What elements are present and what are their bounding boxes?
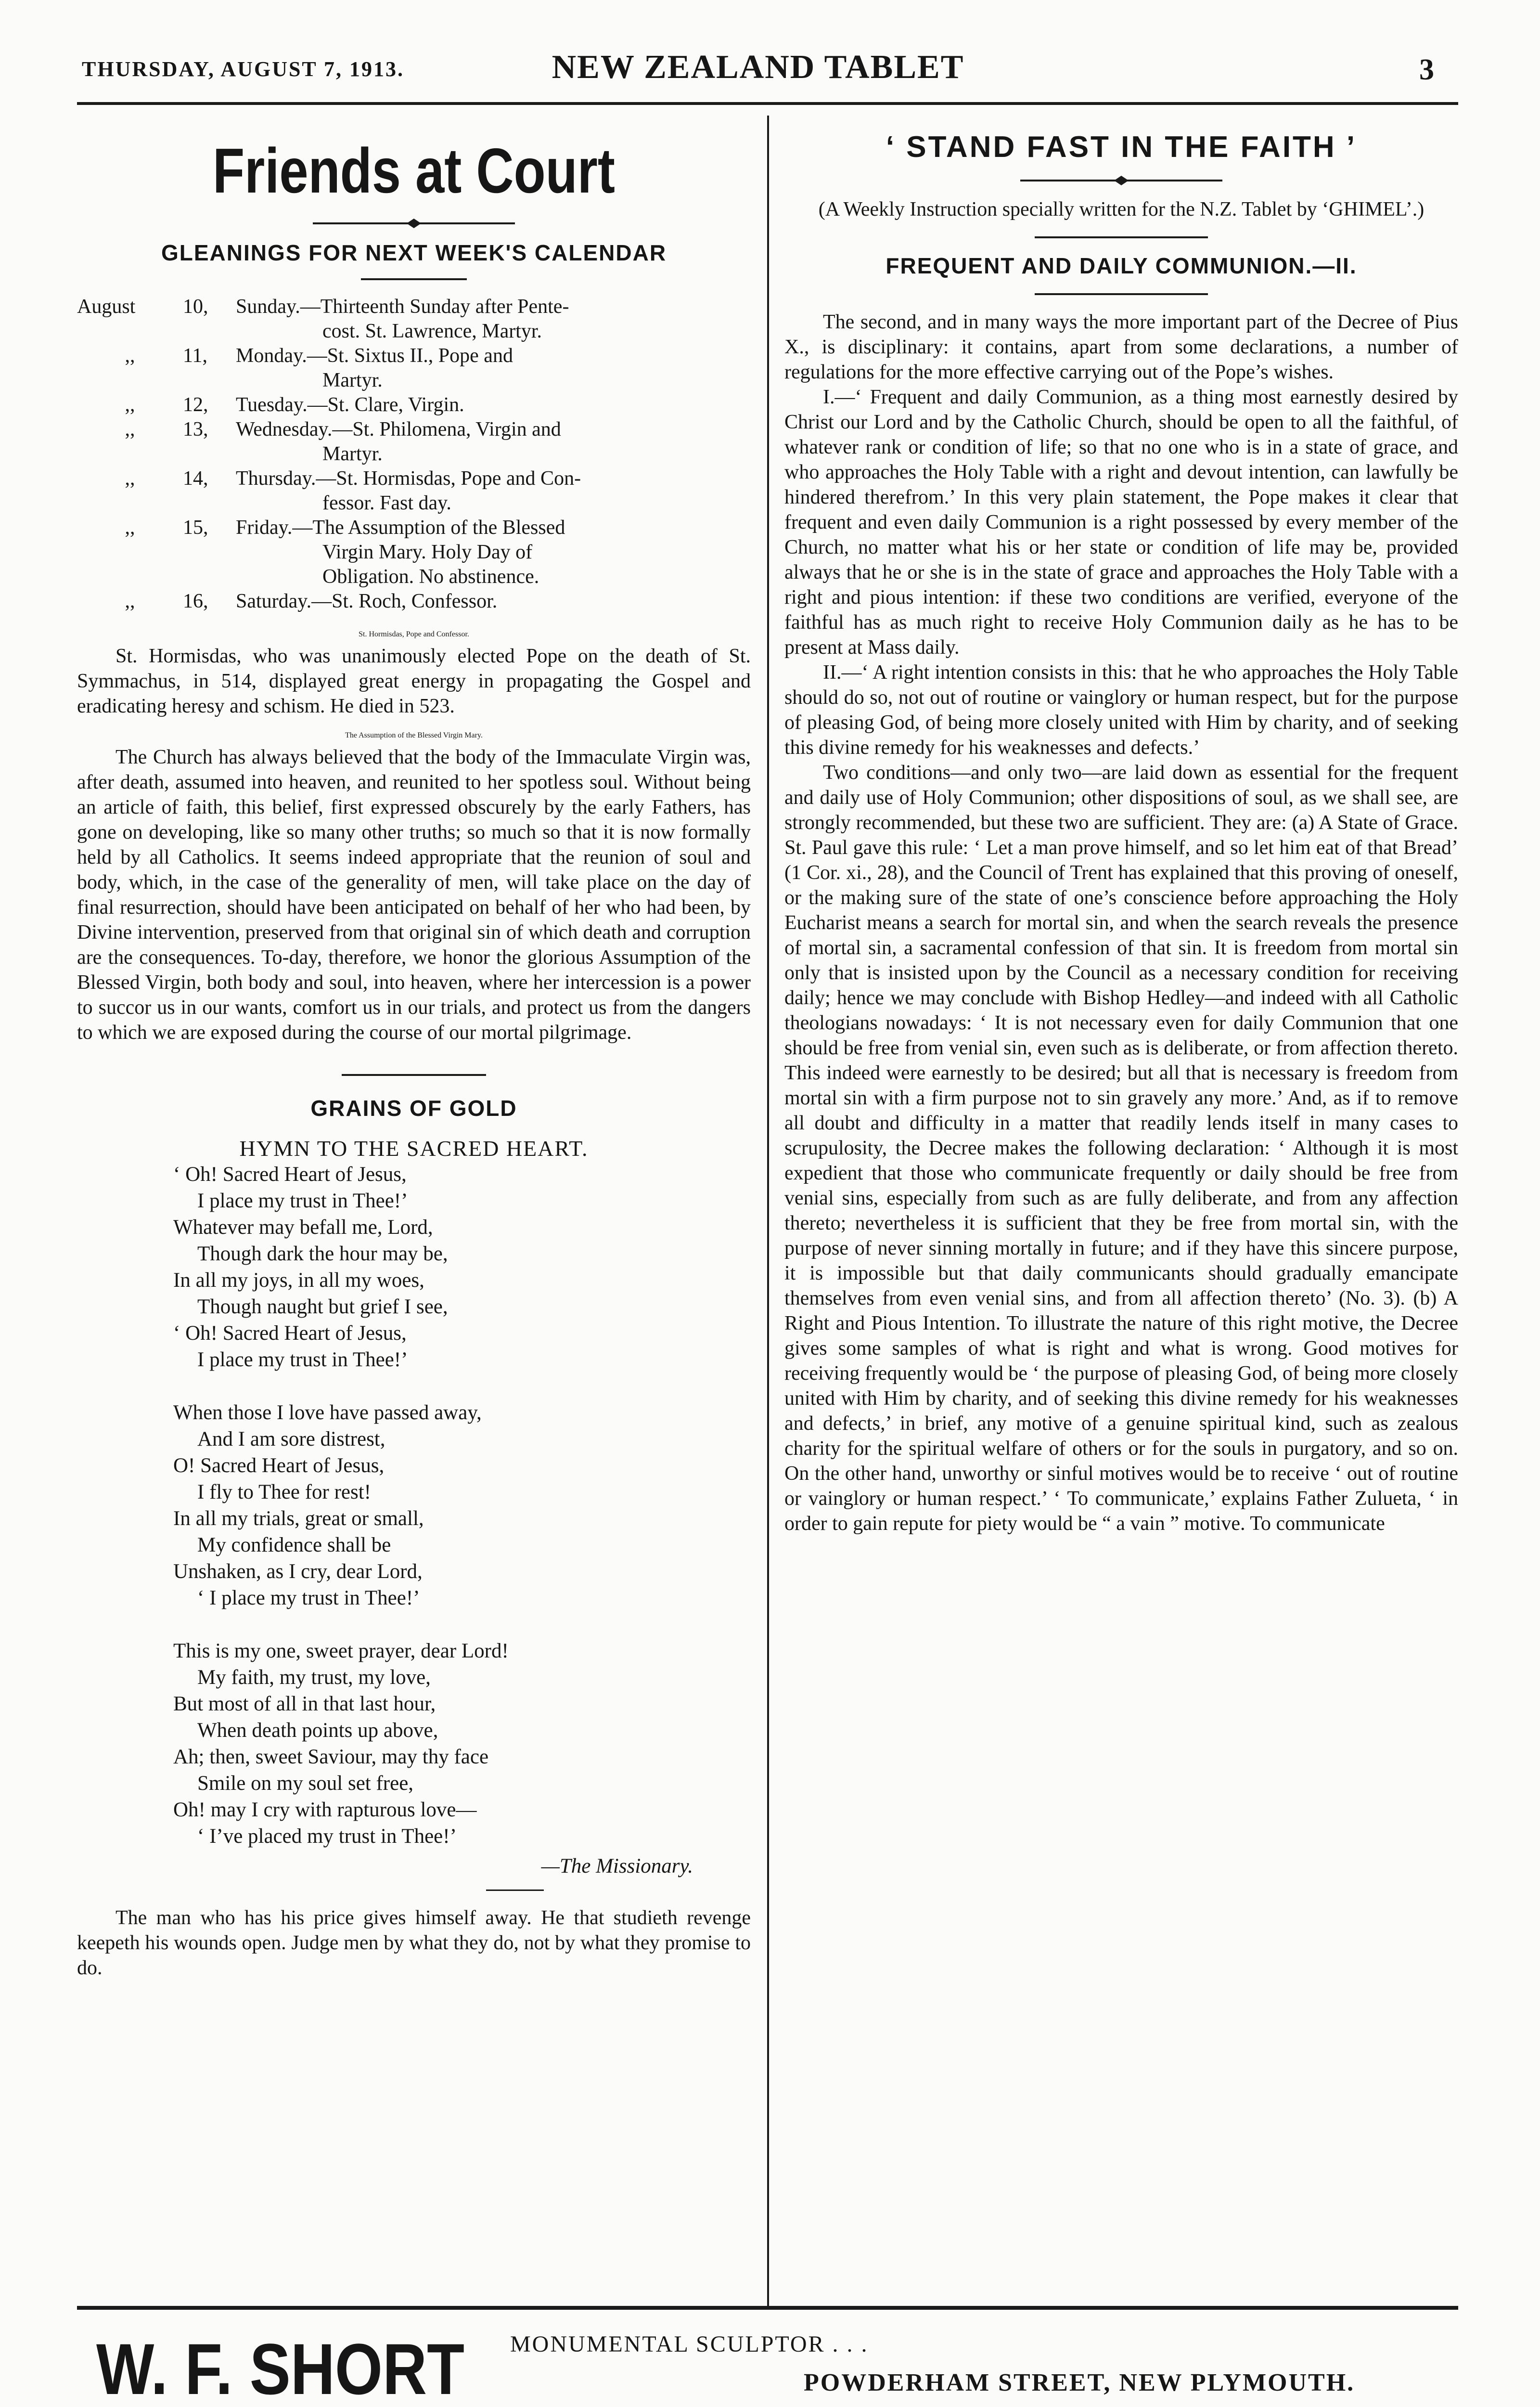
- hymn-poem: [173, 1161, 751, 1850]
- section-title-friends-at-court: Friends at Court: [213, 135, 615, 206]
- issue-date: THURSDAY, AUGUST 7, 1913.: [82, 57, 404, 81]
- ornament-rule: [313, 218, 515, 229]
- instruction-intro: (A Weekly Instruction specially written for the N.Z. Tablet by ‘GHIMEL’.): [818, 198, 1424, 220]
- calendar-entry: ,, 11, Monday.—St. Sixtus II., Pope and Martyr.: [125, 345, 513, 391]
- short-rule: [342, 1074, 486, 1076]
- hymn-title: HYMN TO THE SACRED HEART.: [239, 1136, 589, 1161]
- calendar-entry: ,, 12, Tuesday.—St. Clare, Virgin.: [125, 394, 464, 416]
- poem-attribution: —The Missionary.: [541, 1855, 693, 1877]
- stanza: This is my one, sweet prayer, dear Lord! My faith, my trust, my love, But most of all in that last hour, When death points up above, Ah; then, sweet Saviour, may thy face Smile on my soul set free, Oh! may I cry with rapturous love— ‘ I’ve placed my trust in Thee!’: [173, 1640, 509, 1848]
- calendar-heading: GLEANINGS FOR NEXT WEEK'S CALENDAR: [161, 240, 667, 265]
- advertiser-name: W. F. SHORT: [96, 2329, 464, 2407]
- calendar-entry: ,, 15, Friday.—The Assumption of the Blessed Virgin Mary. Holy Day of Obligation. No abstinence.: [125, 517, 565, 588]
- ornament-rule: [1020, 175, 1222, 186]
- newspaper-title: NEW ZEALAND TABLET: [552, 49, 964, 86]
- maxims: The man who has his price gives himself away. He that studieth revenge keepeth his wounds open. Judge men by what they do, not by what they promise to do.: [77, 1907, 751, 1979]
- article-heading: FREQUENT AND DAILY COMMUNION.—II.: [886, 253, 1357, 278]
- subheading-hormisdas: St. Hormisdas, Pope and Confessor.: [359, 630, 469, 638]
- paragraph: II.—‘ A right intention consists in this: that he who approaches the Holy Table should do so, not out of routine or vainglory or human respect, but for the purpose of pleasing God, of being more closely united with Him by charity, and of seeking this divine remedy for his weaknesses and defects.’: [784, 661, 1458, 759]
- calendar-entry: ,, 14, Thursday.—St. Hormisdas, Pope and Con- fessor. Fast day.: [125, 467, 581, 514]
- calendar-entry: ,, 16, Saturday.—St. Roch, Confessor.: [125, 590, 498, 612]
- section-title-stand-fast: ‘ STAND FAST IN THE FAITH ’: [886, 130, 1357, 164]
- paragraph-hormisdas: St. Hormisdas, who was unanimously elected Pope on the death of St. Symmachus, in 514, displayed great energy in propagating the Gospel and eradicating heresy and schism. He died in 523.: [77, 645, 751, 717]
- short-rule: [361, 278, 467, 280]
- page-number: 3: [1419, 53, 1434, 86]
- masthead: [82, 48, 1434, 96]
- paragraph: The second, and in many ways the more important part of the Decree of Pius X., is disciplinary: it contains, apart from some declarations, a number of regulations for the more effective carrying out of the Pope’s wishes.: [784, 311, 1458, 383]
- short-rule: [1035, 293, 1208, 295]
- paragraph: Two conditions—and only two—are laid down as essential for the frequent and daily use of Holy Communion; other dispositions of soul, as we shall see, are strongly recommended, but these two are sufficient. They are: (a) A State of Grace. St. Paul gave this rule: ‘ Let a man prove himself, and so let him eat of that Bread’ (1 Cor. xi., 28), and the Council of Trent has explained that this proving of oneself, or the making sure of the state of one’s conscience before approaching the Holy Eucharist means a search for mortal sin, and when the search reveals the presence of mortal sin, a sacramental confession of that sin. It is freedom from mortal sin only that is insisted upon by the Council as a necessary condition for receiving daily; hence we may conclude with Bishop Hedley—and indeed with all Catholic theologians nowadays: ‘ It is not necessary even for daily Communion that one should be free from venial sin, even such as is deliberate, or from affection thereto. This indeed were earnestly to be desired; but all that is necessary is freedom from mortal sin with a firm purpose not to sin gravely any more.’ And, as if to remove all doubt and difficulty in a matter that readily lends itself in many cases to scrupulosity, the Decree makes the following declaration: ‘ Although it is most expedient that those who communicate frequently or daily should be free from venial sins, especially from such as are fully deliberate, and from any affection thereto; nevertheless it is sufficient that they be free from mortal sin, with the purpose of never sinning mortally in future; and if they have this sincere purpose, it is impossible but that daily communicants should gradually emancipate themselves from even venial sins, and from all affection thereto’ (No. 3). (b) A Right and Pious Intention. To illustrate the nature of this right motive, the Decree gives some samples of what is right and what is wrong. Good motives for receiving frequently would be ‘ the purpose of pleasing God, of being more closely united with Him by charity, and of seeking this divine remedy for his weaknesses and defects,’ in brief, any motive of a genuine spiritual kind, such as zealous charity for the spiritual welfare of others or for the souls in purgatory, and so on. On the other hand, unworthy or sinful motives would be to receive ‘ out of routine or vainglory or human respect.’ ‘ To communicate,’ explains Father Zulueta, ‘ in order to gain repute for piety would be “ a vain ” motive. To communicate: [784, 762, 1458, 1535]
- paragraph-assumption: The Church has always believed that the body of the Immaculate Virgin was, after death, assumed into heaven, and reunited to her spotless soul. Without being an article of faith, this belief, first expressed obscurely by the early Fathers, has gone on developing, like so many other truths; so much so that it is now formally held by all Catholics. It seems indeed appropriate that the reunion of soul and body, which, in the case of the generality of men, will take place on the day of final resurrection, should have been anticipated on behalf of her who had been, by Divine intervention, preserved from that original sin of which death and corruption are the consequences. To-day, therefore, we honor the glorious Assumption of the Blessed Virgin, both body and soul, into heaven, where her intercession is a power to succor us in our wants, comfort us in our trials, and protect us from the dangers to which we are exposed during the course of our mortal pilgrimage.: [77, 746, 751, 1044]
- stanza: ‘ Oh! Sacred Heart of Jesus, I place my trust in Thee!’ Whatever may befall me, Lord, Though dark the hour may be, In all my joys, in all my woes, Though naught but grief I see, ‘ Oh! Sacred Heart of Jesus, I place my trust in Thee!’: [173, 1163, 448, 1371]
- stanza: When those I love have passed away, And I am sore distrest, O! Sacred Heart of Jesus, I fly to Thee for rest! In all my trials, great or small, My confidence shall be Unshaken, as I cry, dear Lord, ‘ I place my trust in Thee!’: [173, 1401, 482, 1609]
- advertiser-address: POWDERHAM STREET, NEW PLYMOUTH.: [804, 2369, 1355, 2396]
- paragraph: I.—‘ Frequent and daily Communion, as a thing most earnestly desired by Christ our Lord and by the Catholic Church, should be open to all the faithful, of whatever rank or condition of life; so that no one who is in a state of grace, and who approaches the Holy Table with a right and devout intention, can lawfully be hindered therefrom.’ In this very plain statement, the Pope makes it clear that frequent and even daily Communion is a right possessed by every member of the Church, no matter what his or her state or condition of life may be, provided always that he or she is in the state of grace and approaches the Holy Table with a right and pious intention: if these two conditions are verified, everyone of the faithful has as much right to receive Holy Communion daily as he has to be present at Mass daily.: [784, 386, 1458, 659]
- right-column: [784, 120, 1458, 1536]
- calendar-entry: August 10, Sunday.—Thirteenth Sunday after Pente- cost. St. Lawrence, Martyr.: [77, 296, 569, 342]
- short-rule: [1035, 236, 1208, 238]
- calendar-list: [77, 295, 751, 614]
- advertiser-profession: MONUMENTAL SCULPTOR . . .: [510, 2331, 869, 2357]
- grains-heading: GRAINS OF GOLD: [310, 1096, 517, 1121]
- short-rule: [486, 1889, 544, 1891]
- advertisement: [77, 2301, 1458, 2407]
- column-divider: [767, 116, 769, 2306]
- subheading-assumption: The Assumption of the Blessed Virgin Mary.: [345, 731, 483, 739]
- left-column: [77, 120, 751, 1980]
- calendar-entry: ,, 13, Wednesday.—St. Philomena, Virgin and Martyr.: [125, 418, 561, 465]
- masthead-rule: [77, 102, 1458, 105]
